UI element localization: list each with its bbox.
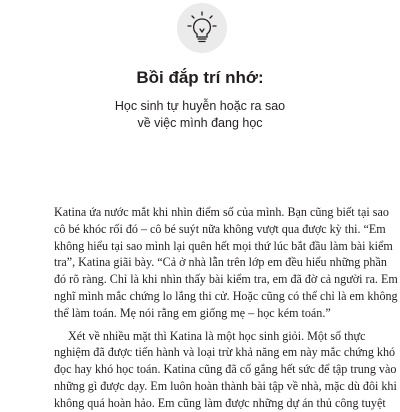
text-line: nghiệm đã được tiến hành và loại trừ khả năng em này mắc chứng khó xyxy=(54,345,396,360)
text-line: nghĩ mình mắc chứng lo lắng thi cử. Hoặc cũng có thể chỉ là em không xyxy=(54,288,398,303)
text-line: những gì được dạy. Em luôn hoàn thành bài tập về nhà, mặc dù đôi khi xyxy=(54,378,397,393)
paragraph-2 xyxy=(54,328,397,412)
text-line: Katina ứa nước mắt khi nhìn điểm số của mình. Bạn cũng biết tại sao xyxy=(54,205,389,219)
lightbulb-icon xyxy=(177,3,227,53)
lightbulb-icon-graphic xyxy=(177,3,227,53)
subtitle-line: Học sinh tự huyễn hoặc ra sao xyxy=(114,99,286,113)
chapter-title: Bồi đắp trí nhớ: xyxy=(136,68,264,87)
body-text xyxy=(54,204,398,412)
text-line: Xét về nhiều mặt thì Katina là một học sinh giỏi. Một số thực xyxy=(68,328,366,343)
chapter-subtitle xyxy=(0,98,400,132)
paragraph-1 xyxy=(54,204,398,322)
text-line: cô bé khóc rối đó – cô bé suýt nữa không vượt qua được kỳ thi. “Em xyxy=(54,221,386,236)
text-line: tra”, Katina giãi bày. “Cả ở nhà lẫn trên lớp em đều hiểu những phần xyxy=(54,255,387,270)
text-line: đó rõ ràng. Chỉ là khi nhìn thấy bài kiểm tra, em đã đờ cả người ra. Em xyxy=(54,272,398,287)
subtitle-line: về việc mình đang học xyxy=(137,116,263,130)
text-line: không hiểu tại sao mình lại quên hết mọi thứ lúc bắt đầu làm bài kiểm xyxy=(54,238,393,253)
text-line: không quá hoàn hảo. Em cũng làm được những dự án thủ công tuyệt xyxy=(54,395,386,410)
text-line: thể làm toán. Mẹ nói rằng em giống mẹ – học kém toán.” xyxy=(54,305,331,320)
text-line: đọc hay khó học toán. Katina cũng đã cố gắng hết sức để tập trung vào xyxy=(54,362,397,377)
